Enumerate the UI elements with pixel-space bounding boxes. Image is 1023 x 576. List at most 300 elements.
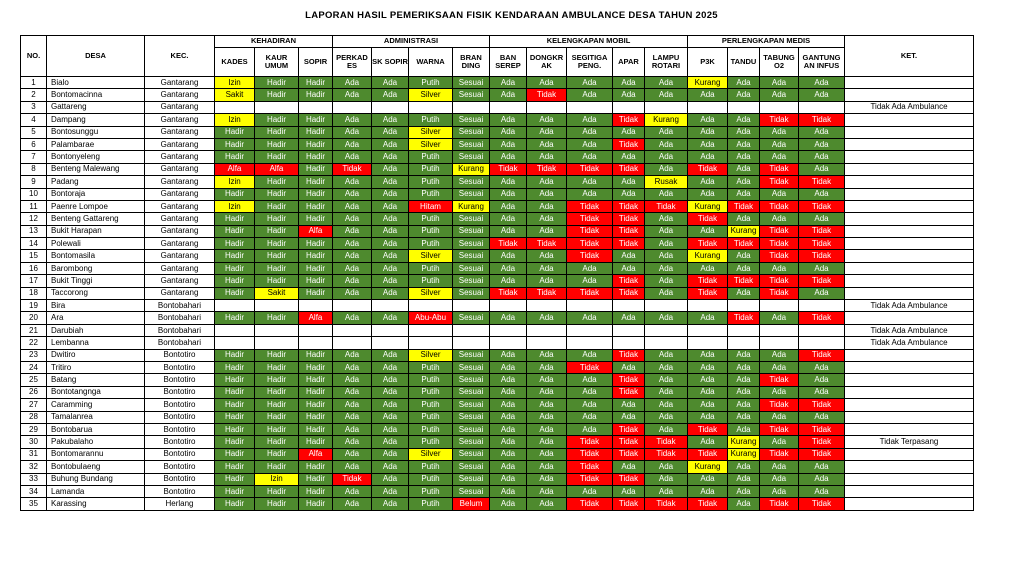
- row-ket: [845, 361, 974, 373]
- status-cell: Tidak: [567, 163, 613, 175]
- status-cell: Ada: [613, 89, 645, 101]
- status-cell: Hadir: [255, 312, 299, 324]
- status-cell: Tidak: [567, 287, 613, 299]
- status-cell: Tidak: [613, 436, 645, 448]
- status-cell: [527, 300, 567, 312]
- table-row: [21, 250, 974, 262]
- status-cell: Putih: [409, 436, 453, 448]
- row-kec: Gantarang: [145, 225, 215, 237]
- status-cell: Ada: [333, 262, 372, 274]
- row-kec: Gantarang: [145, 238, 215, 250]
- status-cell: Ada: [490, 423, 527, 435]
- status-cell: Hadir: [299, 399, 333, 411]
- status-cell: Ada: [799, 485, 845, 497]
- status-cell: Ada: [760, 349, 799, 361]
- row-ket: [845, 151, 974, 163]
- status-cell: Sesuai: [453, 411, 490, 423]
- header-col-kades: KADES: [215, 48, 255, 77]
- status-cell: Ada: [490, 176, 527, 188]
- row-desa: Polewali: [47, 238, 145, 250]
- status-cell: Ada: [527, 461, 567, 473]
- status-cell: [799, 337, 845, 349]
- status-cell: Abu-Abu: [409, 312, 453, 324]
- status-cell: Hadir: [255, 238, 299, 250]
- row-no: 24: [21, 361, 47, 373]
- status-cell: Ada: [760, 411, 799, 423]
- table-row: [21, 163, 974, 175]
- status-cell: Hadir: [215, 399, 255, 411]
- status-cell: Ada: [728, 349, 760, 361]
- status-cell: Ada: [760, 386, 799, 398]
- table-row: [21, 77, 974, 89]
- status-cell: Ada: [567, 386, 613, 398]
- row-kec: Gantarang: [145, 262, 215, 274]
- status-cell: Ada: [645, 485, 688, 497]
- row-desa: Bontomasila: [47, 250, 145, 262]
- status-cell: Kurang: [688, 250, 728, 262]
- status-cell: Ada: [760, 461, 799, 473]
- status-cell: [453, 300, 490, 312]
- row-kec: Herlang: [145, 498, 215, 510]
- status-cell: Tidak: [760, 238, 799, 250]
- status-cell: Ada: [567, 275, 613, 287]
- status-cell: Hadir: [215, 126, 255, 138]
- row-ket: [845, 238, 974, 250]
- status-cell: Ada: [567, 89, 613, 101]
- status-cell: Putih: [409, 275, 453, 287]
- status-cell: Ada: [728, 151, 760, 163]
- row-no: 7: [21, 151, 47, 163]
- status-cell: Ada: [728, 262, 760, 274]
- status-cell: Ada: [372, 436, 409, 448]
- row-no: 9: [21, 176, 47, 188]
- status-cell: Ada: [372, 374, 409, 386]
- row-desa: Buhung Bundang: [47, 473, 145, 485]
- row-kec: Bontotiro: [145, 399, 215, 411]
- status-cell: Tidak: [613, 163, 645, 175]
- row-no: 34: [21, 485, 47, 497]
- status-cell: Hadir: [255, 213, 299, 225]
- status-cell: Ada: [333, 312, 372, 324]
- status-cell: Ada: [490, 498, 527, 510]
- status-cell: Ada: [613, 77, 645, 89]
- header-col-apar: APAR: [613, 48, 645, 77]
- status-cell: Ada: [688, 374, 728, 386]
- row-desa: Tamalanrea: [47, 411, 145, 423]
- status-cell: Tidak: [527, 163, 567, 175]
- status-cell: Ada: [567, 411, 613, 423]
- status-cell: Ada: [527, 349, 567, 361]
- header-ket: KET.: [845, 36, 974, 77]
- row-ket: [845, 423, 974, 435]
- status-cell: Tidak: [613, 200, 645, 212]
- status-cell: Ada: [567, 399, 613, 411]
- status-cell: Tidak: [613, 448, 645, 460]
- status-cell: Sesuai: [453, 287, 490, 299]
- status-cell: Ada: [799, 213, 845, 225]
- table-header: [21, 36, 974, 77]
- status-cell: Ada: [527, 448, 567, 460]
- status-cell: Sesuai: [453, 361, 490, 373]
- header-no: NO.: [21, 36, 47, 77]
- status-cell: Ada: [490, 225, 527, 237]
- row-desa: Taccorong: [47, 287, 145, 299]
- status-cell: Hadir: [299, 275, 333, 287]
- status-cell: Hadir: [215, 498, 255, 510]
- status-cell: Ada: [567, 188, 613, 200]
- status-cell: Kurang: [688, 200, 728, 212]
- header-group-kelengkapan-mobil: KELENGKAPAN MOBIL: [490, 36, 688, 48]
- status-cell: Ada: [372, 250, 409, 262]
- status-cell: Tidak: [688, 287, 728, 299]
- row-no: 35: [21, 498, 47, 510]
- status-cell: Tidak: [613, 213, 645, 225]
- status-cell: Ada: [728, 138, 760, 150]
- row-ket: Tidak Ada Ambulance: [845, 300, 974, 312]
- status-cell: Ada: [613, 188, 645, 200]
- status-cell: Tidak: [613, 275, 645, 287]
- header-col-segitiga-peng: SEGITIGA PENG.: [567, 48, 613, 77]
- status-cell: Ada: [567, 151, 613, 163]
- status-cell: Putih: [409, 485, 453, 497]
- status-cell: Ada: [372, 89, 409, 101]
- status-cell: [799, 324, 845, 336]
- row-ket: Tidak Ada Ambulance: [845, 324, 974, 336]
- status-cell: [613, 300, 645, 312]
- status-cell: [409, 337, 453, 349]
- row-kec: Gantarang: [145, 89, 215, 101]
- status-cell: [688, 300, 728, 312]
- status-cell: Silver: [409, 138, 453, 150]
- status-cell: Hadir: [299, 485, 333, 497]
- status-cell: Tidak: [728, 200, 760, 212]
- status-cell: Tidak: [760, 498, 799, 510]
- status-cell: Tidak: [490, 163, 527, 175]
- status-cell: [760, 300, 799, 312]
- status-cell: [372, 324, 409, 336]
- status-cell: Tidak: [613, 473, 645, 485]
- status-cell: Ada: [613, 361, 645, 373]
- status-cell: Tidak: [760, 275, 799, 287]
- status-cell: Sesuai: [453, 485, 490, 497]
- status-cell: Ada: [490, 399, 527, 411]
- row-no: 27: [21, 399, 47, 411]
- status-cell: [333, 324, 372, 336]
- status-cell: Ada: [490, 151, 527, 163]
- status-cell: Sesuai: [453, 262, 490, 274]
- status-cell: Hadir: [255, 399, 299, 411]
- status-cell: Ada: [688, 114, 728, 126]
- status-cell: Tidak: [688, 163, 728, 175]
- status-cell: Ada: [688, 262, 728, 274]
- row-ket: [845, 287, 974, 299]
- status-cell: Tidak: [728, 238, 760, 250]
- status-cell: Ada: [799, 138, 845, 150]
- status-cell: Ada: [728, 89, 760, 101]
- status-cell: [453, 337, 490, 349]
- status-cell: Ada: [372, 399, 409, 411]
- status-cell: Sesuai: [453, 461, 490, 473]
- status-cell: [490, 324, 527, 336]
- status-cell: Ada: [527, 399, 567, 411]
- status-cell: Hadir: [215, 213, 255, 225]
- status-cell: Hadir: [215, 151, 255, 163]
- status-cell: [760, 337, 799, 349]
- status-cell: Ada: [728, 176, 760, 188]
- status-cell: Ada: [728, 423, 760, 435]
- status-cell: Tidak: [799, 436, 845, 448]
- status-cell: [333, 337, 372, 349]
- status-cell: Ada: [372, 238, 409, 250]
- status-cell: Ada: [527, 361, 567, 373]
- row-ket: [845, 188, 974, 200]
- row-desa: Bontomacinna: [47, 89, 145, 101]
- status-cell: Ada: [372, 225, 409, 237]
- status-cell: Izin: [255, 473, 299, 485]
- status-cell: [527, 101, 567, 113]
- status-cell: Ada: [333, 151, 372, 163]
- status-cell: Hadir: [215, 361, 255, 373]
- row-kec: Gantarang: [145, 188, 215, 200]
- status-cell: Izin: [215, 200, 255, 212]
- status-cell: Tidak: [799, 225, 845, 237]
- status-cell: Ada: [567, 423, 613, 435]
- status-cell: Kurang: [453, 200, 490, 212]
- status-cell: Ada: [613, 461, 645, 473]
- status-cell: Hadir: [299, 77, 333, 89]
- row-no: 21: [21, 324, 47, 336]
- status-cell: Sesuai: [453, 349, 490, 361]
- row-kec: Bontotiro: [145, 411, 215, 423]
- status-cell: Ada: [372, 77, 409, 89]
- row-no: 30: [21, 436, 47, 448]
- table-row: [21, 138, 974, 150]
- status-cell: Ada: [527, 188, 567, 200]
- status-cell: Ada: [527, 77, 567, 89]
- header-group-administrasi: ADMINISTRASI: [333, 36, 490, 48]
- status-cell: Hadir: [299, 386, 333, 398]
- row-ket: [845, 225, 974, 237]
- status-cell: Hadir: [255, 485, 299, 497]
- row-no: 16: [21, 262, 47, 274]
- status-cell: Ada: [728, 361, 760, 373]
- status-cell: Ada: [613, 250, 645, 262]
- status-cell: Ada: [799, 461, 845, 473]
- status-cell: Ada: [527, 200, 567, 212]
- row-no: 17: [21, 275, 47, 287]
- header-col-perkad-es: PERKAD ES: [333, 48, 372, 77]
- status-cell: Ada: [688, 399, 728, 411]
- row-no: 22: [21, 337, 47, 349]
- row-kec: Bontotiro: [145, 423, 215, 435]
- status-cell: Ada: [490, 213, 527, 225]
- status-cell: Sesuai: [453, 312, 490, 324]
- status-cell: Hadir: [215, 461, 255, 473]
- row-ket: [845, 374, 974, 386]
- row-desa: Bira: [47, 300, 145, 312]
- status-cell: Hadir: [255, 77, 299, 89]
- status-cell: Putih: [409, 213, 453, 225]
- table-row: [21, 200, 974, 212]
- row-ket: Tidak Ada Ambulance: [845, 337, 974, 349]
- status-cell: Tidak: [688, 275, 728, 287]
- row-desa: Bontotangnga: [47, 386, 145, 398]
- table-row: [21, 126, 974, 138]
- status-cell: Tidak: [613, 423, 645, 435]
- status-cell: [299, 324, 333, 336]
- status-cell: Ada: [372, 448, 409, 460]
- row-desa: Darubiah: [47, 324, 145, 336]
- status-cell: Ada: [645, 411, 688, 423]
- status-cell: Sesuai: [453, 250, 490, 262]
- status-cell: Hadir: [215, 386, 255, 398]
- status-cell: Ada: [372, 461, 409, 473]
- status-cell: Ada: [799, 126, 845, 138]
- status-cell: Sesuai: [453, 473, 490, 485]
- status-cell: Hadir: [215, 485, 255, 497]
- status-cell: Tidak: [613, 287, 645, 299]
- row-no: 23: [21, 349, 47, 361]
- status-cell: Tidak: [760, 200, 799, 212]
- status-cell: Putih: [409, 461, 453, 473]
- status-cell: Sesuai: [453, 176, 490, 188]
- table-row: [21, 399, 974, 411]
- status-cell: Belum: [453, 498, 490, 510]
- status-cell: Tidak: [760, 163, 799, 175]
- status-cell: Hadir: [299, 200, 333, 212]
- status-cell: Sesuai: [453, 188, 490, 200]
- row-desa: Bontonyeleng: [47, 151, 145, 163]
- status-cell: Ada: [728, 114, 760, 126]
- row-kec: Bontotiro: [145, 448, 215, 460]
- status-cell: Tidak: [527, 89, 567, 101]
- status-cell: [728, 337, 760, 349]
- status-cell: Ada: [645, 138, 688, 150]
- status-cell: Hadir: [299, 361, 333, 373]
- status-cell: Ada: [372, 361, 409, 373]
- row-ket: [845, 77, 974, 89]
- status-cell: Tidak: [688, 213, 728, 225]
- status-cell: Hadir: [299, 89, 333, 101]
- status-cell: Ada: [728, 126, 760, 138]
- status-cell: [215, 300, 255, 312]
- status-cell: Hadir: [215, 312, 255, 324]
- status-cell: Ada: [645, 349, 688, 361]
- status-cell: Ada: [567, 176, 613, 188]
- status-cell: Ada: [613, 411, 645, 423]
- status-cell: Tidak: [567, 361, 613, 373]
- status-cell: [409, 101, 453, 113]
- row-desa: Bukit Harapan: [47, 225, 145, 237]
- status-cell: [215, 101, 255, 113]
- row-no: 12: [21, 213, 47, 225]
- table-row: [21, 349, 974, 361]
- row-kec: Gantarang: [145, 213, 215, 225]
- status-cell: Tidak: [799, 275, 845, 287]
- header-col-sk-sopir: SK SOPIR: [372, 48, 409, 77]
- status-cell: Ada: [688, 225, 728, 237]
- status-cell: Ada: [527, 312, 567, 324]
- status-cell: Ada: [567, 262, 613, 274]
- status-cell: Ada: [490, 262, 527, 274]
- status-cell: Tidak: [490, 287, 527, 299]
- status-cell: Tidak: [333, 473, 372, 485]
- status-cell: Hadir: [255, 225, 299, 237]
- status-cell: Ada: [527, 485, 567, 497]
- status-cell: Hadir: [255, 374, 299, 386]
- row-desa: Ara: [47, 312, 145, 324]
- row-kec: Gantarang: [145, 101, 215, 113]
- status-cell: Ada: [372, 423, 409, 435]
- status-cell: Ada: [490, 374, 527, 386]
- status-cell: Ada: [645, 287, 688, 299]
- status-cell: Hadir: [215, 411, 255, 423]
- row-kec: Bontotiro: [145, 485, 215, 497]
- status-cell: Ada: [333, 349, 372, 361]
- table-row: [21, 89, 974, 101]
- status-cell: Tidak: [567, 448, 613, 460]
- row-desa: Lamanda: [47, 485, 145, 497]
- status-cell: [490, 101, 527, 113]
- status-cell: Ada: [645, 423, 688, 435]
- status-cell: Ada: [613, 399, 645, 411]
- status-cell: Izin: [215, 114, 255, 126]
- table-row: [21, 361, 974, 373]
- status-cell: Tidak: [527, 287, 567, 299]
- header-col-bran-ding: BRAN DING: [453, 48, 490, 77]
- status-cell: Hadir: [299, 423, 333, 435]
- status-cell: Tidak: [799, 448, 845, 460]
- status-cell: Hadir: [299, 287, 333, 299]
- status-cell: Ada: [728, 461, 760, 473]
- status-cell: Putih: [409, 188, 453, 200]
- status-cell: Tidak: [799, 238, 845, 250]
- row-kec: Gantarang: [145, 138, 215, 150]
- status-cell: Ada: [527, 473, 567, 485]
- status-cell: Sesuai: [453, 126, 490, 138]
- status-cell: Ada: [567, 374, 613, 386]
- row-no: 6: [21, 138, 47, 150]
- status-cell: Ada: [372, 262, 409, 274]
- row-kec: Gantarang: [145, 126, 215, 138]
- status-cell: Kurang: [728, 448, 760, 460]
- status-cell: Ada: [645, 77, 688, 89]
- status-cell: Kurang: [728, 225, 760, 237]
- status-cell: [372, 300, 409, 312]
- header-group-kehadiran: KEHADIRAN: [215, 36, 333, 48]
- status-cell: Ada: [490, 485, 527, 497]
- status-cell: Ada: [613, 176, 645, 188]
- status-cell: Ada: [372, 188, 409, 200]
- table-row: [21, 101, 974, 113]
- row-no: 15: [21, 250, 47, 262]
- status-cell: Ada: [372, 498, 409, 510]
- status-cell: Ada: [645, 374, 688, 386]
- status-cell: Hadir: [299, 176, 333, 188]
- status-cell: Tidak: [567, 498, 613, 510]
- status-cell: Ada: [688, 89, 728, 101]
- row-desa: Pakubalaho: [47, 436, 145, 448]
- status-cell: Kurang: [688, 461, 728, 473]
- status-cell: Ada: [799, 411, 845, 423]
- row-kec: Bontotiro: [145, 374, 215, 386]
- status-cell: [645, 300, 688, 312]
- status-cell: Ada: [372, 126, 409, 138]
- status-cell: Ada: [760, 262, 799, 274]
- status-cell: Hadir: [215, 138, 255, 150]
- table-row: [21, 151, 974, 163]
- row-desa: Dwitiro: [47, 349, 145, 361]
